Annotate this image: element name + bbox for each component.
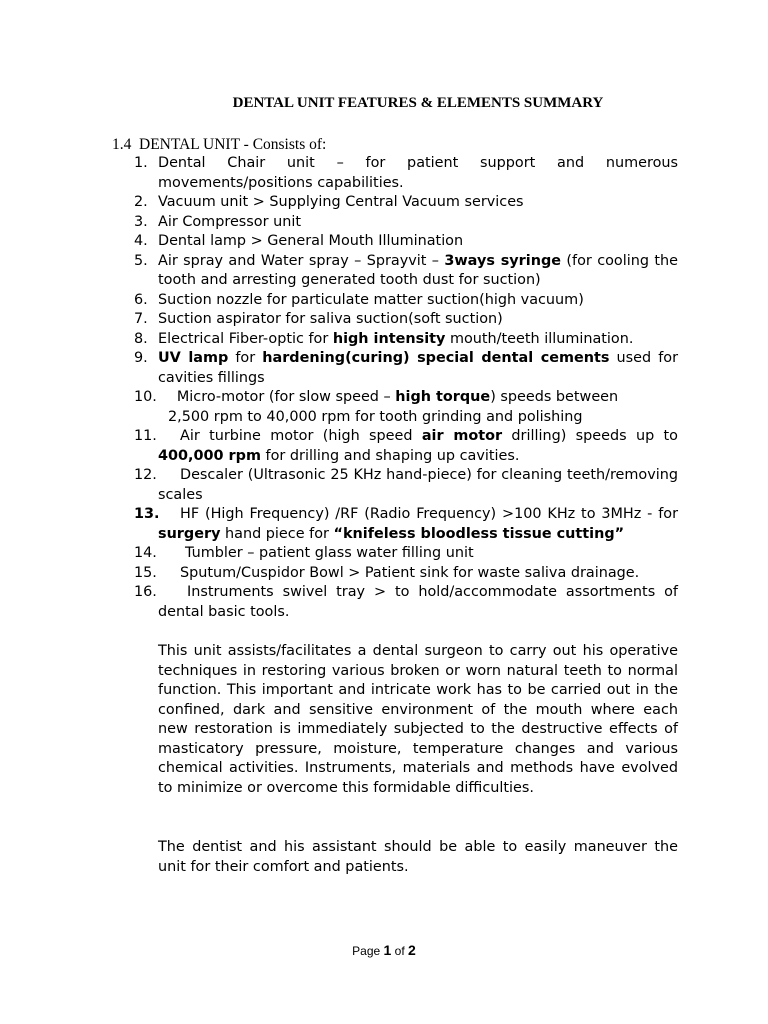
item-text: HF (High Frequency) /RF (Radio Frequency) >100 KHz to 3MHz - for [180, 506, 678, 522]
item-number: 11. [134, 428, 157, 444]
item-emphasis: surgery [158, 525, 221, 542]
item-number: 14. [134, 545, 157, 561]
item-text: Tumbler – patient glass water filling unit [185, 545, 474, 561]
item-text: mouth/teeth illumination. [445, 330, 634, 347]
item-text: Sputum/Cuspidor Bowl > Patient sink for waste saliva drainage. [180, 564, 640, 581]
document-title: DENTAL UNIT FEATURES & ELEMENTS SUMMARY [232, 95, 604, 111]
item-number: 5. [134, 252, 148, 269]
item-text: Instruments swivel tray > to hold/accommodate assortments of dental basic tools. [158, 584, 678, 620]
item-text: Descaler (Ultrasonic 25 KHz hand-piece) for cleaning teeth/removing scales [158, 467, 678, 503]
item-number: 16. [134, 584, 157, 600]
list-item [134, 291, 678, 311]
item-text: Micro-motor (for slow speed – [176, 389, 396, 405]
item-emphasis: 3ways syringe [444, 252, 562, 269]
footer-of-label: of [394, 944, 405, 958]
list-item [134, 388, 678, 427]
list-item [134, 330, 678, 350]
item-text: Dental Chair unit – for patient support and numerous movements/positions capabilities. [158, 155, 678, 191]
component-list [134, 154, 678, 622]
item-text: drilling) speeds up to [502, 428, 678, 444]
item-text: Suction nozzle for particulate matter suction(high vacuum) [158, 291, 584, 308]
section-heading [112, 136, 326, 154]
item-number: 2. [134, 194, 148, 210]
list-item [134, 310, 678, 330]
item-text: Suction aspirator for saliva suction(soft suction) [158, 311, 503, 327]
item-text: for [228, 350, 263, 366]
item-emphasis: 400,000 rpm [158, 447, 261, 464]
total-page-count: 2 [408, 942, 416, 958]
footer-page-label: Page [352, 944, 381, 958]
item-emphasis: UV lamp [158, 350, 229, 366]
section-title: DENTAL UNIT - Consists of: [139, 136, 327, 153]
item-text: Vacuum unit > Supplying Central Vacuum services [158, 194, 524, 210]
list-item [134, 505, 678, 544]
item-emphasis: hardening(curing) special dental cements [262, 350, 610, 366]
list-item [134, 193, 678, 213]
item-number: 9. [134, 350, 148, 366]
current-page-number: 1 [383, 942, 392, 958]
item-number: 4. [134, 233, 148, 249]
item-text: Electrical Fiber-optic for [158, 330, 333, 347]
item-text: Air turbine motor (high speed [180, 428, 422, 444]
item-text: (for cooling the tooth and arresting generated tooth dust for suction) [158, 252, 678, 288]
list-item [134, 583, 678, 622]
item-text: 2,500 rpm to 40,000 rpm for tooth grinding and polishing [168, 408, 583, 425]
list-item [134, 564, 678, 584]
section-number: 1.4 [112, 136, 132, 153]
item-emphasis: high torque [395, 389, 491, 405]
item-emphasis: air motor [421, 428, 503, 444]
item-number: 12. [134, 467, 157, 483]
list-item [134, 232, 678, 252]
list-item [134, 349, 678, 388]
page-number-footer [0, 942, 768, 959]
item-text: Dental lamp > General Mouth Illumination [158, 233, 464, 249]
item-number: 15. [134, 564, 157, 581]
list-item [134, 154, 678, 193]
item-emphasis: “knifeless bloodless tissue cutting” [333, 525, 625, 542]
list-item [134, 544, 678, 564]
list-item [134, 466, 678, 505]
item-number: 7. [134, 311, 148, 327]
list-item [134, 213, 678, 233]
item-emphasis: high intensity [332, 330, 446, 347]
body-paragraph: This unit assists/facilitates a dental surgeon to carry out his operative techniques in restoring various broken or worn natural teeth to normal function. This important and intricate work has to be carried out in the confined, dark and sensitive environment of the mouth where each new restoration is immediately subjected to the destructive effects of masticatory pressure, moisture, temperature changes and various chemical activities. Instruments, materials and methods have evolved to minimize or overcome this formidable difficulties. [158, 643, 678, 796]
item-text: used for cavities fillings [158, 350, 678, 386]
item-text: ) speeds between [490, 389, 619, 405]
item-number: 10. [134, 389, 157, 405]
item-number: 8. [134, 330, 148, 347]
body-paragraph: The dentist and his assistant should be able to easily maneuver the unit for their comfort and patients. [158, 839, 678, 875]
item-text: for drilling and shaping up cavities. [260, 447, 520, 464]
item-text: Air spray and Water spray – Sprayvit – [158, 252, 445, 269]
item-number: 1. [134, 155, 148, 171]
item-text: Air Compressor unit [158, 213, 301, 230]
item-number: 3. [134, 213, 148, 230]
item-number: 6. [134, 291, 148, 308]
list-item [134, 427, 678, 466]
item-number: 13. [134, 506, 160, 522]
list-item [134, 252, 678, 291]
item-text: hand piece for [220, 525, 334, 542]
